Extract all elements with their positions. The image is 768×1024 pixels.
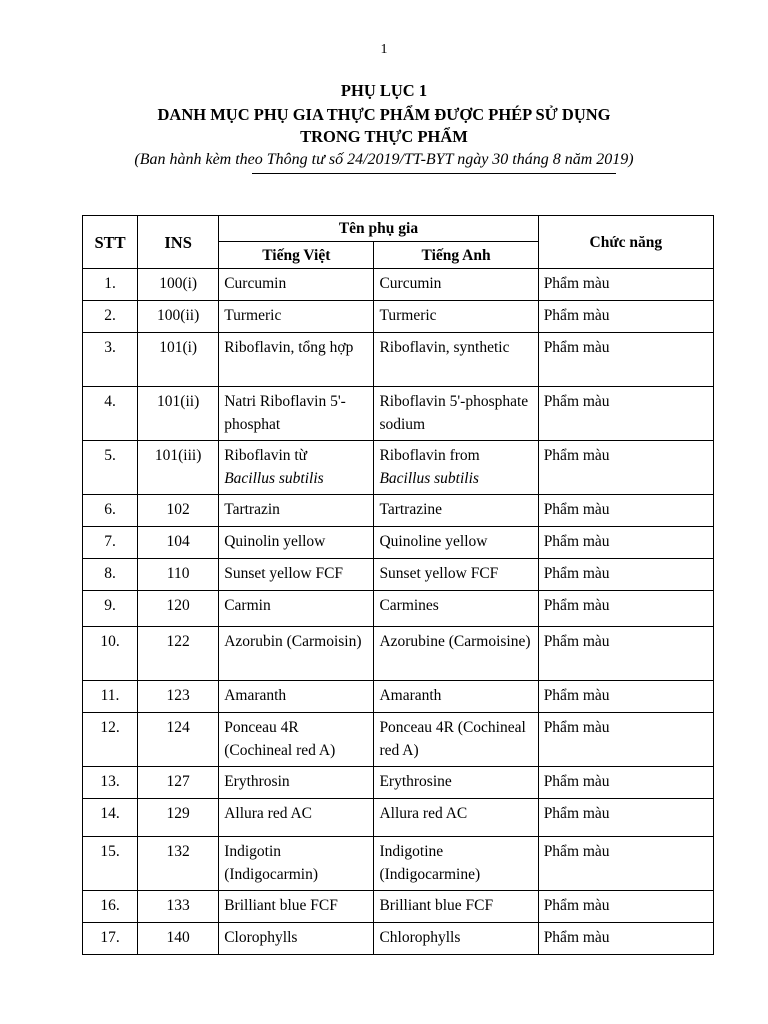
cell-stt-text: 9. xyxy=(104,597,116,614)
table-row xyxy=(83,559,714,591)
cell-name-english xyxy=(374,333,538,387)
cell-ins xyxy=(138,527,219,559)
cell-function-text: Phẩm màu xyxy=(543,805,610,822)
cell-name-english xyxy=(374,713,538,767)
cell-name-english xyxy=(374,767,538,799)
cell-name-vietnamese-text: Azorubin (Carmoisin) xyxy=(224,633,362,650)
cell-name-vietnamese xyxy=(219,923,374,955)
cell-stt xyxy=(83,441,138,495)
cell-function xyxy=(538,923,713,955)
cell-name-english xyxy=(374,269,538,301)
cell-name-english-text: Azorubine (Carmoisine) xyxy=(379,633,531,650)
cell-stt xyxy=(83,387,138,441)
cell-ins xyxy=(138,799,219,837)
table-row xyxy=(83,387,714,441)
cell-ins xyxy=(138,591,219,627)
table-row xyxy=(83,627,714,681)
cell-stt-text: 7. xyxy=(104,533,116,550)
cell-name-english-text: Brilliant blue FCF xyxy=(379,897,494,914)
cell-ins-text: 100(ii) xyxy=(157,307,200,324)
cell-ins-text: 140 xyxy=(166,929,190,946)
cell-name-english-text: Indigotine (Indigocarmine) xyxy=(379,843,481,883)
table-row xyxy=(83,837,714,891)
cell-stt-text: 12. xyxy=(100,719,120,736)
cell-name-vietnamese-italic: Bacillus subtilis xyxy=(224,470,324,487)
cell-function-text: Phẩm màu xyxy=(543,633,610,650)
cell-function xyxy=(538,627,713,681)
cell-ins xyxy=(138,891,219,923)
cell-function-text: Phẩm màu xyxy=(543,773,610,790)
page-number: 1 xyxy=(380,42,388,57)
cell-stt xyxy=(83,713,138,767)
cell-name-vietnamese xyxy=(219,441,374,495)
cell-name-english xyxy=(374,627,538,681)
cell-name-vietnamese xyxy=(219,269,374,301)
cell-stt-text: 10. xyxy=(100,633,120,650)
table-row xyxy=(83,713,714,767)
cell-stt xyxy=(83,559,138,591)
cell-stt xyxy=(83,301,138,333)
cell-name-english-text: Riboflavin, synthetic xyxy=(379,339,510,356)
cell-name-english xyxy=(374,891,538,923)
cell-stt xyxy=(83,767,138,799)
cell-name-vietnamese-text: Natri Riboflavin 5'-phosphat xyxy=(224,393,346,433)
cell-name-english xyxy=(374,559,538,591)
cell-name-english xyxy=(374,837,538,891)
cell-ins xyxy=(138,767,219,799)
cell-ins-text: 100(i) xyxy=(159,275,198,292)
cell-ins xyxy=(138,681,219,713)
cell-ins xyxy=(138,301,219,333)
cell-stt-text: 6. xyxy=(104,501,116,518)
cell-name-vietnamese-text: Erythrosin xyxy=(224,773,290,790)
cell-name-vietnamese-text: Curcumin xyxy=(224,275,287,292)
cell-function-text: Phẩm màu xyxy=(543,501,610,518)
document-title-line-1: DANH MỤC PHỤ GIA THỰC PHẨM ĐƯỢC PHÉP SỬ DỤNG xyxy=(157,105,611,124)
cell-stt-text: 5. xyxy=(104,447,116,464)
table-row xyxy=(83,301,714,333)
cell-ins xyxy=(138,713,219,767)
cell-function xyxy=(538,713,713,767)
cell-function-text: Phẩm màu xyxy=(543,447,610,464)
issuance-note: (Ban hành kèm theo Thông tư số 24/2019/TT-BYT ngày 30 tháng 8 năm 2019) xyxy=(134,151,634,168)
header-stt: STT xyxy=(83,216,138,269)
cell-name-english xyxy=(374,387,538,441)
cell-function xyxy=(538,269,713,301)
cell-name-vietnamese xyxy=(219,713,374,767)
header-ins: INS xyxy=(138,216,219,269)
cell-stt xyxy=(83,333,138,387)
cell-stt xyxy=(83,799,138,837)
cell-name-english xyxy=(374,527,538,559)
cell-function xyxy=(538,441,713,495)
cell-name-vietnamese-text: Indigotin (Indigocarmin) xyxy=(224,843,319,883)
cell-name-vietnamese-text: Allura red AC xyxy=(224,805,313,822)
cell-ins-text: 120 xyxy=(166,597,190,614)
cell-name-vietnamese xyxy=(219,799,374,837)
cell-function xyxy=(538,681,713,713)
cell-name-english-italic: Bacillus subtilis xyxy=(379,470,479,487)
cell-ins-text: 104 xyxy=(166,533,190,550)
table-row xyxy=(83,441,714,495)
cell-name-vietnamese xyxy=(219,681,374,713)
cell-function-text: Phẩm màu xyxy=(543,929,610,946)
cell-name-english-text: Sunset yellow FCF xyxy=(379,565,499,582)
cell-ins xyxy=(138,923,219,955)
cell-function xyxy=(538,767,713,799)
cell-stt-text: 13. xyxy=(100,773,120,790)
cell-name-vietnamese xyxy=(219,495,374,527)
cell-stt xyxy=(83,495,138,527)
cell-function xyxy=(538,333,713,387)
cell-stt-text: 14. xyxy=(100,805,120,822)
header-additive-name: Tên phụ gia xyxy=(219,216,538,242)
cell-name-vietnamese-text: Brilliant blue FCF xyxy=(224,897,338,914)
cell-name-vietnamese-text: Amaranth xyxy=(224,687,287,704)
table-row xyxy=(83,681,714,713)
cell-name-english-text: Allura red AC xyxy=(379,805,468,822)
cell-ins-text: 101(iii) xyxy=(154,447,202,464)
table-row xyxy=(83,527,714,559)
cell-ins-text: 133 xyxy=(166,897,190,914)
cell-stt xyxy=(83,891,138,923)
cell-name-english-text: Amaranth xyxy=(379,687,442,704)
cell-function xyxy=(538,387,713,441)
cell-ins-text: 127 xyxy=(166,773,190,790)
cell-function-text: Phẩm màu xyxy=(543,339,610,356)
cell-name-english-text: Chlorophylls xyxy=(379,929,461,946)
cell-name-english-text: Turmeric xyxy=(379,307,437,324)
cell-stt xyxy=(83,591,138,627)
cell-name-english-text: Quinoline yellow xyxy=(379,533,488,550)
cell-function-text: Phẩm màu xyxy=(543,393,610,410)
cell-stt-text: 11. xyxy=(100,687,120,704)
cell-function xyxy=(538,301,713,333)
table-row xyxy=(83,767,714,799)
cell-name-english xyxy=(374,591,538,627)
cell-name-english-text: Riboflavin 5'-phosphate sodium xyxy=(379,393,529,433)
cell-function-text: Phẩm màu xyxy=(543,597,610,614)
cell-stt-text: 1. xyxy=(104,275,116,292)
cell-name-vietnamese-text: Carmin xyxy=(224,597,271,614)
cell-ins xyxy=(138,269,219,301)
cell-name-english xyxy=(374,301,538,333)
cell-stt xyxy=(83,923,138,955)
cell-ins-text: 129 xyxy=(166,805,190,822)
cell-ins xyxy=(138,495,219,527)
cell-name-vietnamese xyxy=(219,527,374,559)
cell-name-english xyxy=(374,495,538,527)
table-row xyxy=(83,891,714,923)
cell-name-english xyxy=(374,441,538,495)
cell-stt xyxy=(83,627,138,681)
cell-stt xyxy=(83,527,138,559)
cell-function xyxy=(538,891,713,923)
cell-name-vietnamese-text: Turmeric xyxy=(224,307,282,324)
cell-ins xyxy=(138,559,219,591)
cell-function xyxy=(538,591,713,627)
cell-name-vietnamese xyxy=(219,627,374,681)
cell-name-vietnamese xyxy=(219,559,374,591)
cell-name-english-text: Riboflavin from xyxy=(379,447,480,464)
cell-ins-text: 101(i) xyxy=(159,339,198,356)
cell-name-vietnamese xyxy=(219,301,374,333)
title-underline xyxy=(252,173,616,174)
cell-function-text: Phẩm màu xyxy=(543,533,610,550)
header-function: Chức năng xyxy=(538,216,713,269)
cell-stt xyxy=(83,269,138,301)
cell-name-english xyxy=(374,799,538,837)
table-row xyxy=(83,923,714,955)
cell-ins xyxy=(138,627,219,681)
cell-function xyxy=(538,837,713,891)
table-body xyxy=(83,269,714,955)
cell-name-vietnamese-text: Clorophylls xyxy=(224,929,298,946)
table-row xyxy=(83,799,714,837)
cell-ins-text: 132 xyxy=(166,843,190,860)
cell-ins-text: 102 xyxy=(166,501,190,518)
cell-function-text: Phẩm màu xyxy=(543,307,610,324)
cell-stt-text: 16. xyxy=(100,897,120,914)
cell-name-english-text: Ponceau 4R (Cochineal red A) xyxy=(379,719,526,759)
cell-function xyxy=(538,559,713,591)
cell-name-vietnamese xyxy=(219,837,374,891)
table-row xyxy=(83,495,714,527)
cell-stt-text: 8. xyxy=(104,565,116,582)
cell-name-vietnamese xyxy=(219,387,374,441)
cell-name-vietnamese-text: Riboflavin từ xyxy=(224,447,308,464)
table-row xyxy=(83,333,714,387)
cell-function xyxy=(538,495,713,527)
table-row xyxy=(83,269,714,301)
cell-name-vietnamese-text: Sunset yellow FCF xyxy=(224,565,344,582)
cell-stt-text: 4. xyxy=(104,393,116,410)
cell-name-vietnamese xyxy=(219,891,374,923)
food-additives-table xyxy=(82,215,714,955)
header-name-english: Tiếng Anh xyxy=(374,242,538,269)
cell-name-english xyxy=(374,923,538,955)
cell-name-vietnamese-text: Ponceau 4R (Cochineal red A) xyxy=(224,719,336,759)
cell-name-english-text: Curcumin xyxy=(379,275,442,292)
appendix-title: PHỤ LỤC 1 xyxy=(340,81,428,100)
cell-ins xyxy=(138,333,219,387)
cell-name-vietnamese-text: Riboflavin, tổng hợp xyxy=(224,339,354,356)
cell-name-vietnamese-text: Tartrazin xyxy=(224,501,280,518)
cell-name-vietnamese-text: Quinolin yellow xyxy=(224,533,326,550)
header-name-vietnamese: Tiếng Việt xyxy=(219,242,374,269)
cell-name-vietnamese xyxy=(219,333,374,387)
cell-function xyxy=(538,799,713,837)
cell-function-text: Phẩm màu xyxy=(543,843,610,860)
cell-function xyxy=(538,527,713,559)
cell-ins-text: 123 xyxy=(166,687,190,704)
cell-name-english-text: Erythrosine xyxy=(379,773,452,790)
cell-stt-text: 15. xyxy=(100,843,120,860)
cell-name-english xyxy=(374,681,538,713)
cell-name-english-text: Tartrazine xyxy=(379,501,443,518)
cell-ins-text: 101(ii) xyxy=(157,393,200,410)
cell-function-text: Phẩm màu xyxy=(543,687,610,704)
cell-function-text: Phẩm màu xyxy=(543,275,610,292)
cell-function-text: Phẩm màu xyxy=(543,565,610,582)
document-title-line-2: TRONG THỰC PHẨM xyxy=(300,127,468,146)
cell-ins-text: 124 xyxy=(166,719,190,736)
cell-ins-text: 110 xyxy=(166,565,190,582)
cell-name-english-text: Carmines xyxy=(379,597,439,614)
cell-name-vietnamese xyxy=(219,591,374,627)
cell-name-vietnamese xyxy=(219,767,374,799)
cell-stt xyxy=(83,837,138,891)
table-row xyxy=(83,591,714,627)
cell-function-text: Phẩm màu xyxy=(543,719,610,736)
cell-stt-text: 17. xyxy=(100,929,120,946)
cell-ins xyxy=(138,387,219,441)
cell-ins xyxy=(138,441,219,495)
cell-ins xyxy=(138,837,219,891)
cell-ins-text: 122 xyxy=(166,633,190,650)
cell-stt xyxy=(83,681,138,713)
cell-function-text: Phẩm màu xyxy=(543,897,610,914)
cell-stt-text: 3. xyxy=(104,339,116,356)
cell-stt-text: 2. xyxy=(104,307,116,324)
